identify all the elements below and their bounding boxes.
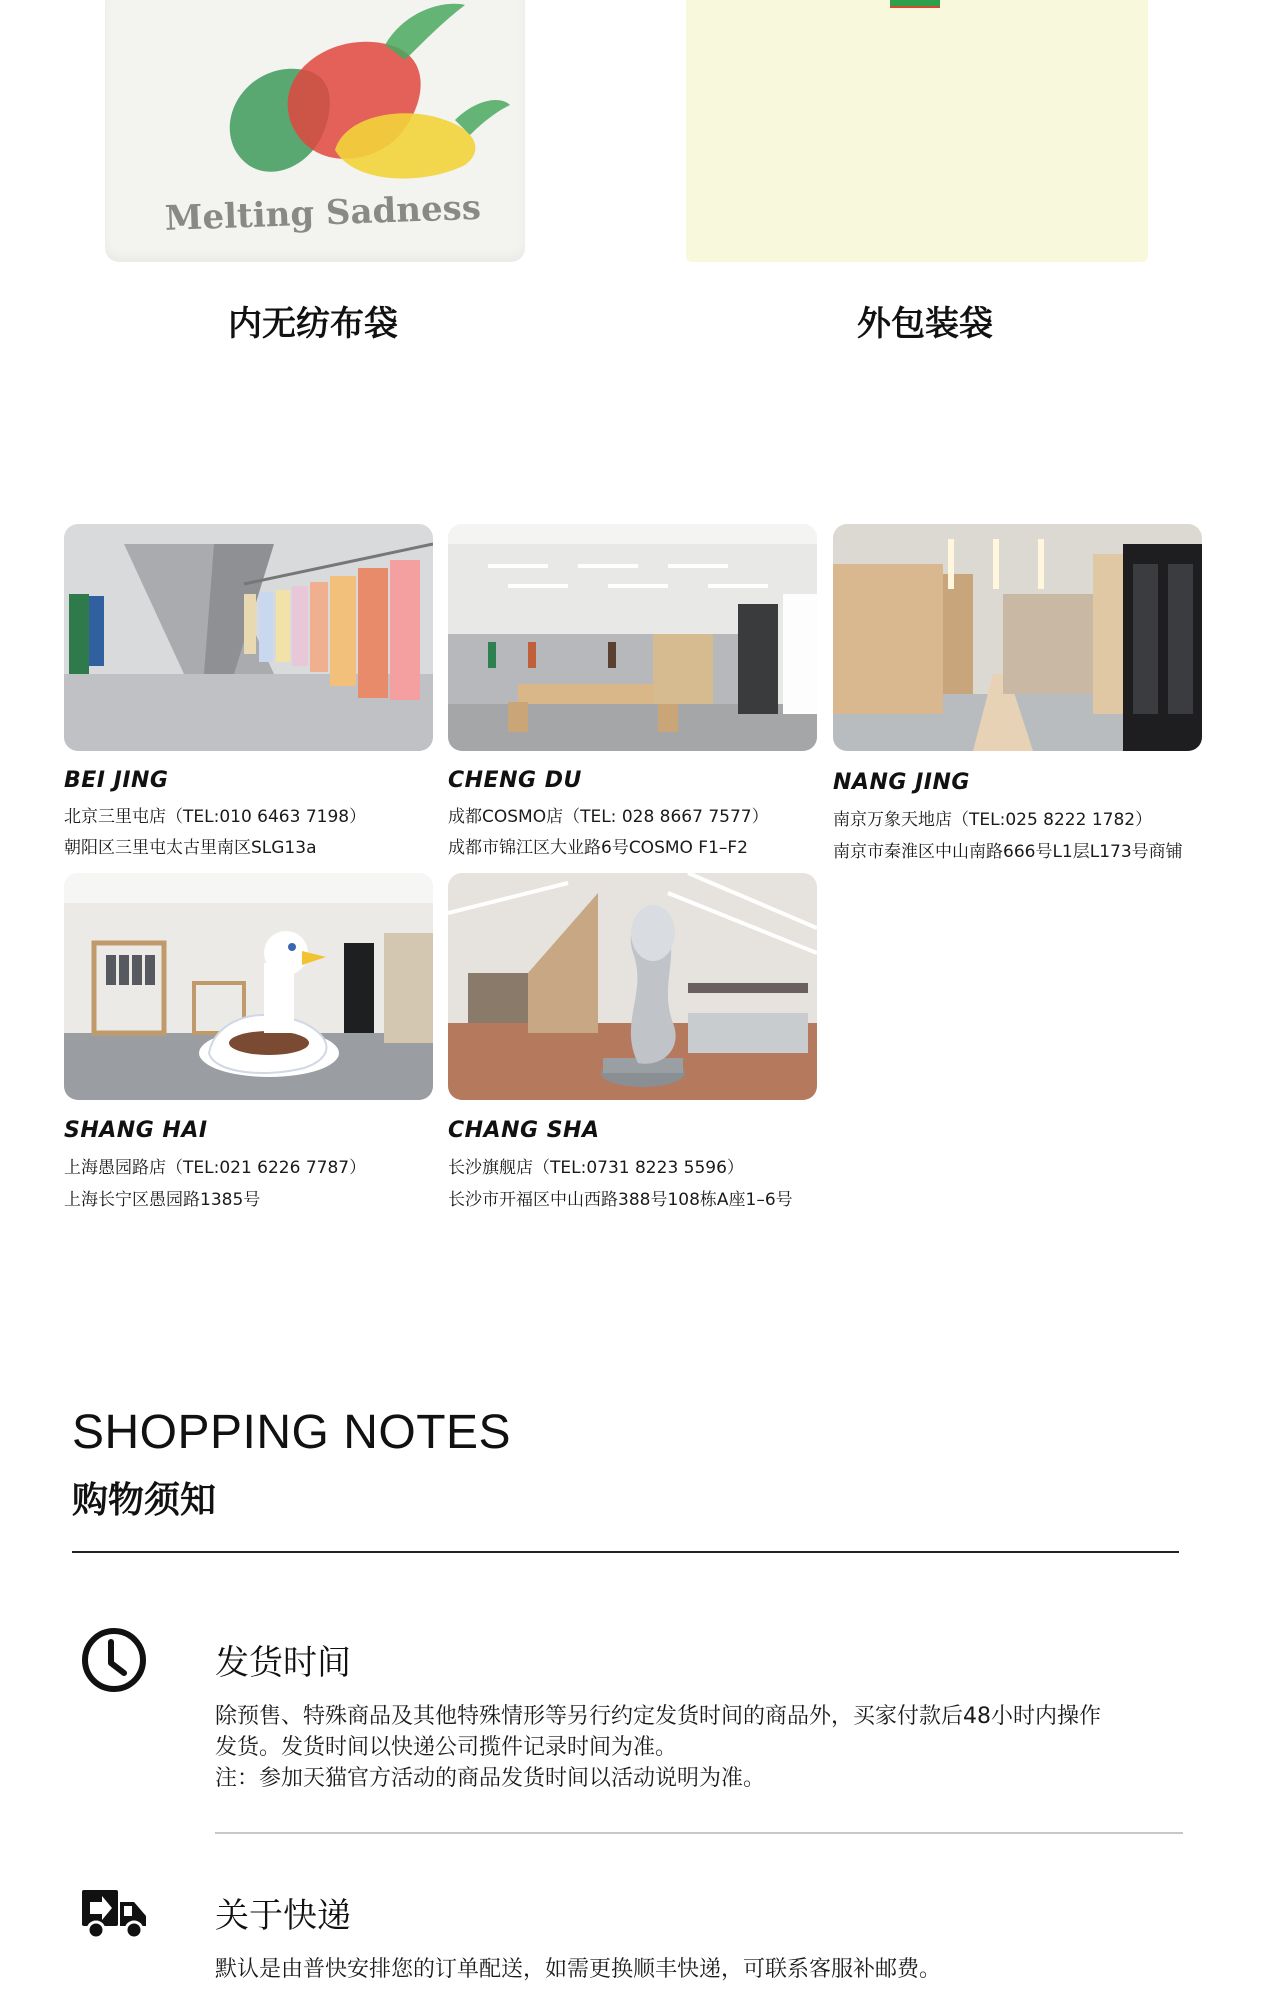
- store-city-chengdu: CHENG DU: [448, 768, 582, 793]
- store-address-nanjing: 南京市秦淮区中山南路666号L1层L173号商铺: [833, 842, 1183, 862]
- non-woven-bag-caption: 内无纺布袋: [228, 304, 398, 344]
- store-phone-nanjing: 南京万象天地店（TEL:025 8222 1782）: [833, 810, 1153, 830]
- clock-icon: [80, 1626, 148, 1694]
- delivery-text: [215, 1954, 1175, 1985]
- delivery-truck-icon: [80, 1880, 148, 1948]
- store-city-changsha: CHANG SHA: [448, 1118, 600, 1143]
- store-phone-shanghai: 上海愚园路店（TEL:021 6226 7787）: [64, 1158, 367, 1178]
- store-city-shanghai: SHANG HAI: [64, 1118, 208, 1143]
- shipping-time-line: 注：参加天猫官方活动的商品发货时间以活动说明为准。: [215, 1766, 766, 1791]
- store-city-nanjing: NANG JING: [833, 770, 970, 795]
- store-phone-beijing: 北京三里屯店（TEL:010 6463 7198）: [64, 807, 367, 827]
- store-photo-chengdu: [448, 524, 817, 751]
- store-photo-beijing: [64, 524, 433, 751]
- outer-packaging-bag-image: [686, 0, 1148, 262]
- shopping-notes-subtitle: 购物须知: [72, 1480, 217, 1521]
- outer-bag-caption: 外包装袋: [857, 304, 993, 344]
- shipping-time-text: [215, 1701, 1175, 1794]
- store-photo-shanghai: [64, 873, 433, 1100]
- shipping-time-heading: 发货时间: [215, 1643, 351, 1683]
- shipping-time-line: 除预售、特殊商品及其他特殊情形等另行约定发货时间的商品外，买家付款后48小时内操作: [215, 1704, 1101, 1729]
- delivery-heading: 关于快递: [215, 1896, 351, 1936]
- store-photo-changsha: [448, 873, 817, 1100]
- shopping-notes-title: SHOPPING NOTES: [72, 1406, 512, 1459]
- store-phone-chengdu: 成都COSMO店（TEL: 028 8667 7577）: [448, 807, 769, 827]
- bag-print-text: Melting Sadness: [164, 187, 482, 239]
- store-address-chengdu: 成都市锦江区大业路6号COSMO F1–F2: [448, 838, 748, 858]
- bag-label-tag: [890, 0, 940, 8]
- store-city-beijing: BEI JING: [64, 768, 169, 793]
- store-photo-nanjing: [833, 524, 1202, 751]
- section-divider: [72, 1551, 1179, 1553]
- non-woven-bag-image: [105, 0, 525, 262]
- shipping-time-line: 发货。发货时间以快递公司揽件记录时间为准。: [215, 1735, 678, 1760]
- store-address-beijing: 朝阳区三里屯太古里南区SLG13a: [64, 838, 317, 858]
- store-address-changsha: 长沙市开福区中山西路388号108栋A座1–6号: [448, 1190, 793, 1210]
- delivery-line: 默认是由普快安排您的订单配送，如需更换顺丰快递，可联系客服补邮费。: [215, 1957, 942, 1982]
- store-phone-changsha: 长沙旗舰店（TEL:0731 8223 5596）: [448, 1158, 744, 1178]
- note-divider: [215, 1832, 1183, 1834]
- store-address-shanghai: 上海长宁区愚园路1385号: [64, 1190, 261, 1210]
